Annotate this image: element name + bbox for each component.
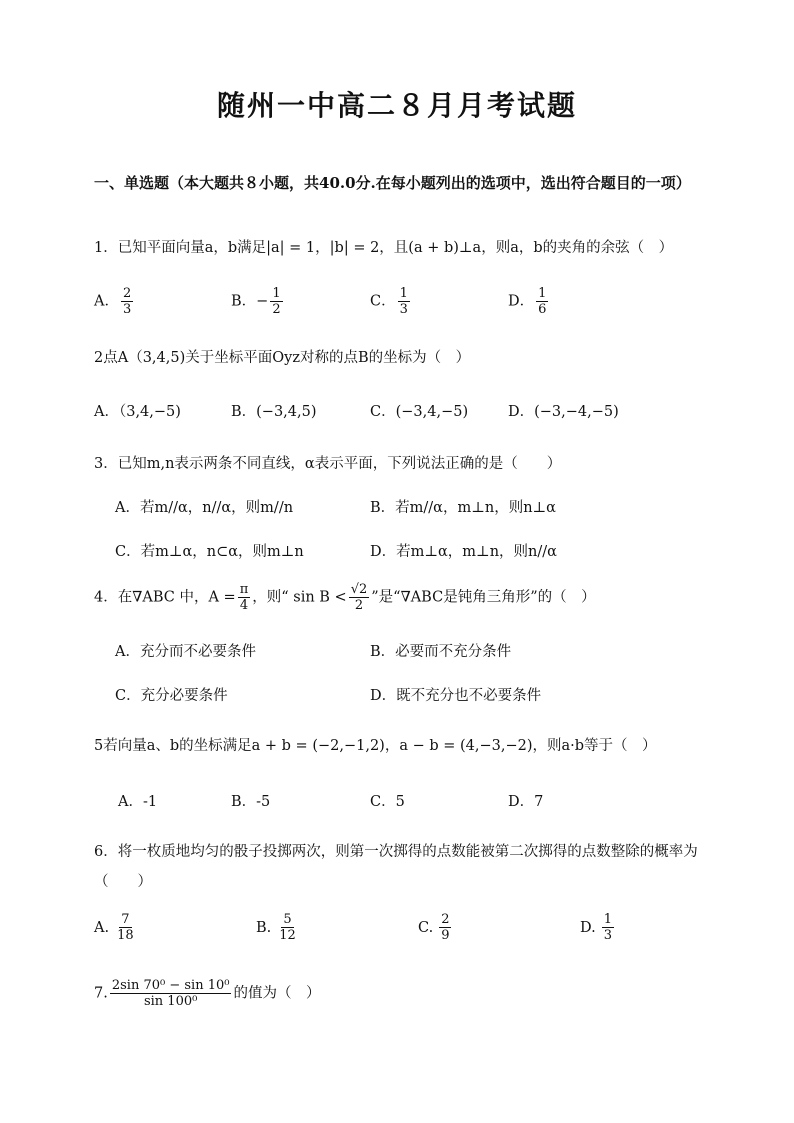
q6-option-c[interactable]: [418, 912, 453, 943]
question-7: [94, 978, 320, 1009]
option-label: B．−: [231, 293, 269, 310]
q4-option-a[interactable]: A．充分而不必要条件: [115, 644, 256, 660]
q6-option-d[interactable]: [580, 912, 616, 943]
fraction: [115, 912, 136, 943]
numerator: 1: [272, 286, 281, 301]
numerator: 2: [122, 286, 132, 301]
fraction: [536, 286, 548, 317]
fraction: [110, 978, 232, 1009]
question-6-bracket: （ ）: [94, 874, 152, 890]
question-2: 2点A（3,4,5)关于坐标平面Oyz对称的点B的坐标为（ ）: [94, 350, 471, 366]
numerator: √2: [350, 582, 368, 597]
q4-option-d[interactable]: D．既不充分也不必要条件: [370, 688, 542, 704]
option-label: C．: [370, 293, 396, 310]
q1-option-b[interactable]: [231, 286, 285, 317]
q5-option-a[interactable]: A．-1: [118, 794, 158, 810]
q6-option-a[interactable]: [94, 912, 138, 943]
fraction: [270, 286, 282, 317]
denominator: 2: [354, 598, 364, 613]
denominator: 12: [279, 928, 296, 943]
q4-option-b[interactable]: B．必要而不充分条件: [370, 644, 512, 660]
fraction-a: [238, 582, 251, 613]
option-label: A．: [94, 293, 119, 310]
fraction: [602, 912, 614, 943]
option-label: A.: [94, 919, 110, 936]
numerator: 1: [399, 286, 408, 301]
denominator: 6: [538, 302, 547, 317]
q7-number: 7.: [94, 985, 108, 1002]
denominator: 4: [239, 598, 249, 613]
numerator: 7: [121, 912, 130, 927]
numerator: π: [239, 582, 249, 597]
q5-option-b[interactable]: B．-5: [231, 794, 271, 810]
q2-option-d[interactable]: D．(−3,−4,−5): [508, 404, 619, 420]
denominator: 18: [117, 928, 134, 943]
q3-option-c[interactable]: C．若m⊥α，n⊂α，则m⊥n: [115, 544, 304, 560]
fraction: [398, 286, 410, 317]
q1-option-d[interactable]: [508, 286, 550, 317]
q3-option-b[interactable]: B．若m//α，m⊥n，则n⊥α: [370, 500, 556, 516]
denominator: 3: [603, 928, 612, 943]
page-title: 随州一中高二８月月考试题: [216, 89, 577, 122]
option-label: C.: [418, 919, 434, 936]
q4-text-post: ”是“∇ABC是钝角三角形”的（ ）: [371, 589, 596, 606]
denominator: 3: [122, 302, 132, 317]
numerator: 1: [603, 912, 612, 927]
fraction-b: [349, 582, 370, 613]
denominator: 9: [441, 928, 450, 943]
fraction: [277, 912, 298, 943]
denominator: sin 100⁰: [143, 994, 198, 1009]
option-label: B.: [256, 919, 272, 936]
q5-option-d[interactable]: D．7: [508, 794, 544, 810]
q4-text-pre: 4．在∇ABC 中，A =: [94, 589, 236, 606]
question-1: 1．已知平面向量a，b满足|a| = 1，|b| = 2，且(a + b)⊥a，则a，b的夹角的余弦（ ）: [94, 240, 674, 256]
q4-text-mid: ，则“ sin B <: [252, 589, 347, 606]
q3-option-d[interactable]: D．若m⊥α，m⊥n，则n//α: [370, 544, 557, 560]
option-label: D．: [508, 293, 535, 310]
q6-option-b[interactable]: [256, 912, 300, 943]
numerator: 5: [283, 912, 292, 927]
question-5: 5若向量a、b的坐标满足a + b = (−2,−1,2)，a − b = (4,−3,−2)，则a·b等于（ ）: [94, 738, 657, 754]
numerator: 2: [441, 912, 450, 927]
q1-option-c[interactable]: [370, 286, 412, 317]
question-4: [94, 582, 596, 613]
denominator: 3: [399, 302, 408, 317]
section-heading: 一、单选题（本大题共８小题，共40.0分.在每小题列出的选项中，选出符合题目的一项）: [94, 174, 691, 192]
q2-option-c[interactable]: C．(−3,4,−5): [370, 404, 469, 420]
denominator: 2: [272, 302, 281, 317]
q4-option-c[interactable]: C．充分必要条件: [115, 688, 228, 704]
q5-option-c[interactable]: C．5: [370, 794, 405, 810]
fraction: [439, 912, 451, 943]
q3-option-a[interactable]: A．若m//α，n//α，则m//n: [115, 500, 294, 516]
option-label: D.: [580, 919, 596, 936]
fraction: [121, 286, 133, 317]
q2-option-a[interactable]: A．（3,4,−5): [94, 404, 181, 420]
numerator: 1: [538, 286, 547, 301]
question-6: 6．将一枚质地均匀的骰子投掷两次，则第一次掷得的点数能被第二次掷得的点数整除的概率为: [94, 844, 698, 860]
q2-option-b[interactable]: B．(−3,4,5): [231, 404, 317, 420]
q1-option-a[interactable]: [94, 286, 135, 317]
numerator: 2sin 70⁰ − sin 10⁰: [111, 978, 230, 993]
q7-text-post: 的值为（ ）: [233, 985, 321, 1002]
question-3: 3．已知m,n表示两条不同直线，α表示平面，下列说法正确的是（ ）: [94, 456, 562, 472]
